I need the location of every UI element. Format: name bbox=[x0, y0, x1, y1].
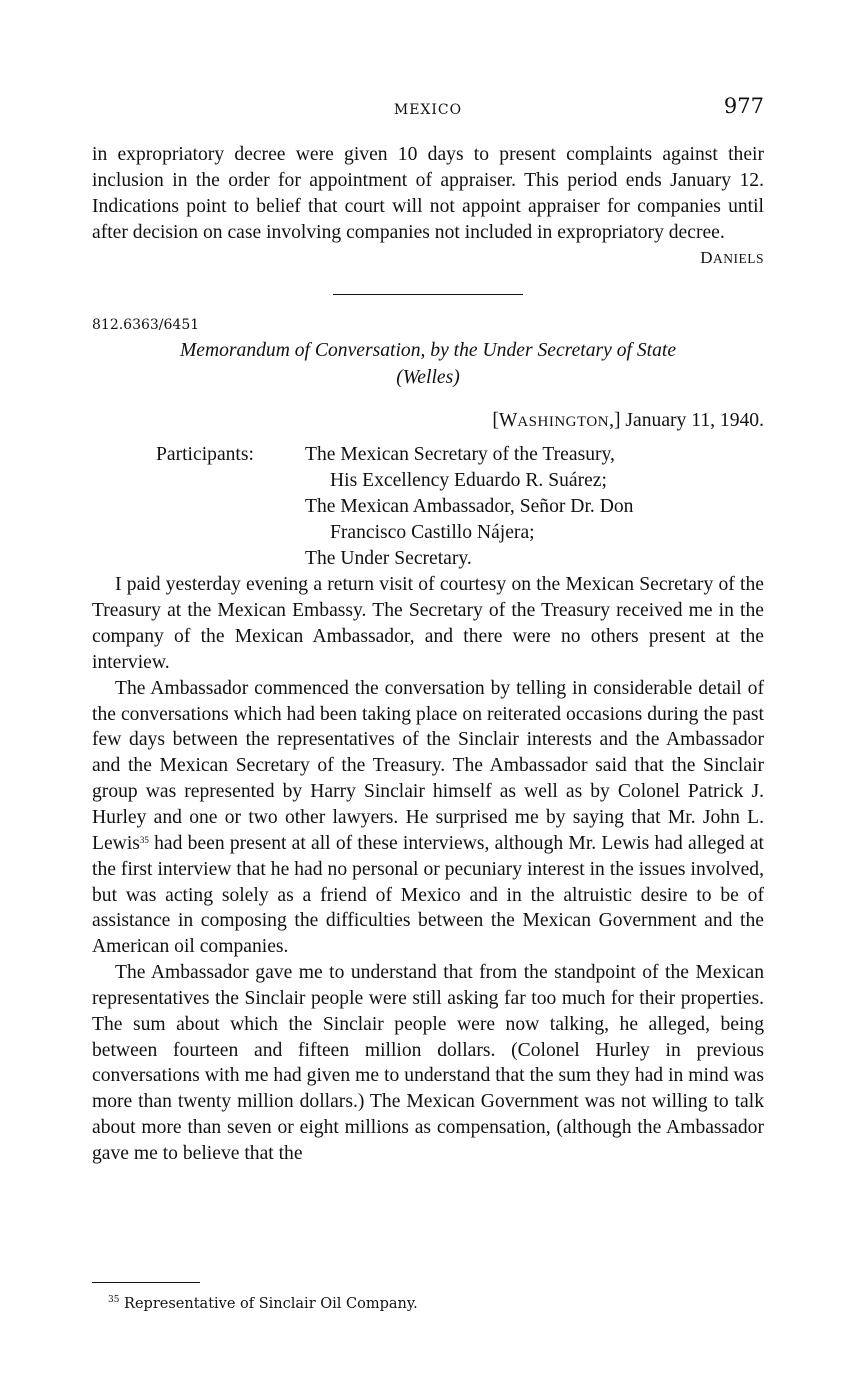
paragraph-2 bbox=[92, 676, 764, 960]
running-head: MEXICO bbox=[393, 102, 463, 118]
participant-line: The Mexican Secretary of the Treasury, bbox=[305, 444, 615, 466]
participants-label: Participants: bbox=[156, 444, 254, 466]
participant-line: The Mexican Ambassador, Señor Dr. Don bbox=[305, 496, 634, 518]
paragraph-2-part-b: had been present at all of these interviews, although Mr. Lewis had alleged at the first interview that he had no personal or pecuniary interest in the issues involved, but was acting solely as a friend of Mexico and in the altruistic desire to be of assistance in composing the difficulties between the Mexican Government and the American oil companies. bbox=[92, 832, 764, 958]
paragraph-1: I paid yesterday evening a return visit of courtesy on the Mexican Secretary of the Treasury at the Mexican Embassy. The Secretary of the Treasury received me in the company of the Mexican Ambassador, and there were no others present at the interview. bbox=[92, 574, 764, 673]
file-number: 812.6363/6451 bbox=[92, 317, 200, 334]
opening-paragraph: in expropriatory decree were given 10 days to present complaints against their inclusion in the order for appointment of appraiser. This period ends January 12. Indications point to belief that court will not appoint appraiser for companies until after decision on case involving companies not included in expropriatory decree. bbox=[92, 144, 764, 243]
paragraph-3: The Ambassador gave me to understand that from the standpoint of the Mexican representatives the Sinclair people were still asking far too much for their properties. The sum about which the Sinclair people were now talking, he alleged, being between fourteen and fifteen million dollars. (Colonel Hurley in previous conversations with me had given me to understand that the sum they had in mind was more than twenty million dollars.) The Mexican Government was not willing to talk about more than seven or eight millions as compensation, (although the Ambassador gave me to believe that the bbox=[92, 962, 764, 1164]
dateline-bracket-open: [W bbox=[492, 410, 518, 432]
participant-line: His Excellency Eduardo R. Suárez; bbox=[330, 470, 607, 492]
footnote-text: Representative of Sinclair Oil Company. bbox=[119, 1296, 418, 1312]
document-page bbox=[92, 0, 764, 1380]
dateline-bracket-close: ,] bbox=[609, 410, 621, 432]
footnote-divider bbox=[92, 1282, 200, 1283]
dateline-date: January 11, 1940. bbox=[620, 410, 764, 432]
participants-list bbox=[305, 442, 633, 572]
participants-block bbox=[92, 442, 764, 572]
footnote-marker: 35 bbox=[108, 1295, 120, 1305]
page-number: 977 bbox=[723, 94, 764, 118]
section-divider bbox=[333, 294, 523, 295]
paragraph-2-part-a: The Ambassador commenced the conversation by telling in considerable detail of the conversations which had been taking place on reiterated occasions during the past few days between the representatives of the Sinclair interests and the Ambassador and the Mexican Secretary of the Treasury. The Ambassador said that the Sinclair group was represented by Harry Sinclair himself as well as by Colonel Patrick J. Hurley and one or two other lawyers. He surprised me by saying that Mr. John L. Lewis bbox=[92, 677, 764, 854]
participant-line: Francisco Castillo Nájera; bbox=[330, 522, 535, 544]
signature bbox=[92, 245, 764, 272]
signature-initial: D bbox=[700, 248, 713, 268]
dateline-place: ASHINGTON bbox=[517, 414, 610, 431]
signature-rest: ANIELS bbox=[713, 251, 764, 267]
body-text bbox=[92, 142, 764, 1167]
footnote bbox=[108, 1296, 418, 1312]
page-header bbox=[92, 94, 764, 124]
document-title: Memorandum of Conversation, by the Under Secretary of State (Welles) bbox=[179, 340, 677, 389]
footnote-reference: 35 bbox=[139, 834, 149, 845]
dateline bbox=[92, 407, 764, 436]
participant-line: The Under Secretary. bbox=[305, 548, 472, 570]
